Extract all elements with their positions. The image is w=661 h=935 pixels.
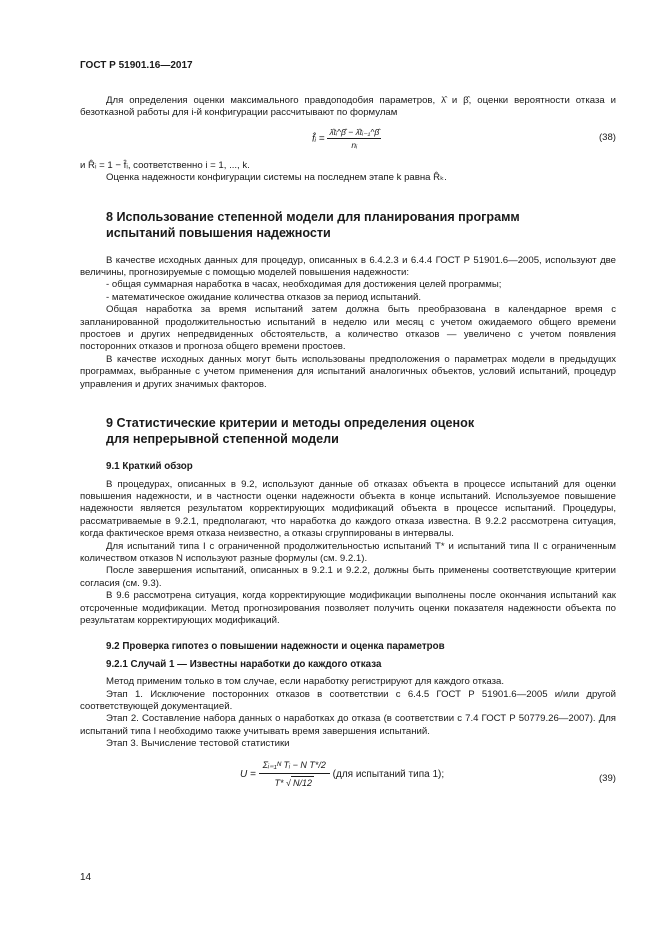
formula-39-sqrt: N/12: [292, 778, 312, 789]
subsection-9-2-1-title: 9.2.1 Случай 1 — Известны наработки до каждого отказа: [106, 658, 382, 670]
formula-39-body: [240, 759, 444, 790]
intro-paragraph: Для определения оценки максимального правдоподобия параметров, λ̂ и β̂, оценки вероятности отказа и безотказной работы для i-й конфигурации рассчитывают по формулам: [80, 95, 616, 119]
formula-39-number: (39): [598, 772, 616, 784]
section-8-bullet: - общая суммарная наработка в часах, необходимая для достижения целей программы;: [106, 279, 502, 291]
section-8-paragraph: Общая наработка за время испытаний затем должна быть преобразована в календарное время с запланированной продолжительностью испытаний в неделю или месяц с учетом ожидаемого общего времени простоев и других непредвиденных обстоятельств, а количество отказов — увеличено с учетом появления посторонних отказов и прогноза общего времени простоев.: [80, 304, 616, 353]
formula-38-numerator: λ̂tᵢ^β̂ − λ̂tᵢ₋₁^β̂: [327, 126, 381, 139]
sqrt-icon: √: [286, 778, 291, 789]
section-8-title-line1: 8 Использование степенной модели для планирования программ: [106, 209, 520, 224]
formula-39-lhs: U =: [240, 768, 256, 780]
formula-38-lhs: f̂ᵢ =: [312, 133, 325, 145]
subsection-9-2-title: 9.2 Проверка гипотез о повышении надежности и оценка параметров: [106, 641, 445, 653]
formula-38-fraction: [327, 126, 381, 152]
page-content: [80, 95, 616, 807]
subsection-9-1-title: 9.1 Краткий обзор: [106, 461, 193, 473]
subsection-9-1-paragraph: После завершения испытаний, описанных в 9.2.1 и 9.2.2, должны быть применены соответствующие критерии согласия (см. 9.3).: [80, 565, 616, 589]
subsection-9-2-1-paragraph: Этап 3. Вычисление тестовой статистики: [106, 738, 290, 750]
section-9-title-line2: для непрерывной степенной модели: [106, 432, 339, 447]
section-8-title-line2: испытаний повышения надежности: [106, 225, 331, 240]
formula-39-numerator: Σᵢ₌₁ᴺ Tᵢ − N T*/2: [259, 759, 330, 774]
intro-reliability-line: и R̂ᵢ = 1 − f̂ᵢ, соответственно i = 1, ..., k.: [80, 159, 250, 171]
intro-final-estimate: Оценка надежности конфигурации системы на последнем этапе k равна R̂ₖ.: [106, 172, 447, 184]
subsection-9-2-1-paragraph: Метод применим только в том случае, если наработку регистрируют для каждого отказа.: [106, 676, 504, 688]
section-9-title-line1: 9 Статистические критерии и методы определения оценок: [106, 416, 475, 431]
section-8-paragraph: В качестве исходных данных для процедур, описанных в 6.4.2.3 и 6.4.4 ГОСТ Р 51901.6—2005, используют две величины, прогнозируемые с помощью моделей повышения надежности:: [80, 254, 616, 279]
subsection-9-1-paragraph: В процедурах, описанных в 9.2, используют данные об отказах объекта в процессе испытаний для оценки повышения надежности, и в частности оценки надежности объекта в конце испытаний. Используемое повышение надежности является результатом корректирующих модификаций объекта в процессе испытаний. Процедуры, рассматриваемые в 9.2.1, предполагают, что наработка до каждого отказа известна. В 9.2.2 рассмотрена ситуация, когда фактическое время отказа неизвестно, а отказы сгруппированы в интервалы.: [80, 478, 616, 540]
section-8-paragraph: В качестве исходных данных могут быть использованы предположения о параметрах модели в предыдущих программах, выбранные с учетом применения для испытаний аналогичных объектов, условий испытаний, процедур управления и других значимых факторов.: [80, 353, 616, 390]
formula-39: [80, 751, 616, 807]
section-8-bullet: - математическое ожидание количества отказов за период испытаний.: [106, 291, 422, 303]
formula-38-number: (38): [598, 131, 616, 143]
formula-38-body: [312, 126, 381, 152]
subsection-9-2-1-paragraph: Этап 1. Исключение посторонних отказов в соответствии с 6.4.5 ГОСТ Р 51901.6—2005 и/или другой соответствующей документацией.: [80, 688, 616, 712]
formula-39-denominator: [259, 774, 330, 789]
formula-38-denominator: nᵢ: [351, 140, 358, 151]
formula-38: [80, 120, 616, 160]
subsection-9-2-1-paragraph: Этап 2. Составление набора данных о наработках до отказа (в соответствии с 7.4 ГОСТ Р 50779.26—2007). Для испытаний типа I необходимо также учитывать время завершения испытаний.: [80, 713, 616, 737]
subsection-9-1-paragraph: В 9.6 рассмотрена ситуация, когда корректирующие модификации выполнены после окончания испытаний как отсроченные модификации. Метод прогнозирования позволяет получить оценки показателя надежности объекта по результатам корректирующих модификаций.: [80, 590, 616, 626]
formula-39-fraction: [259, 759, 330, 790]
subsection-9-1-paragraph: Для испытаний типа I с ограниченной продолжительностью испытаний T* и испытаний типа II с ограниченным количеством отказов N используют разные формулы (см. 9.2.1).: [80, 540, 616, 564]
formula-39-note: (для испытаний типа 1);: [332, 768, 445, 780]
page-number: 14: [80, 872, 92, 883]
formula-39-denominator-t: T*: [274, 778, 284, 789]
standard-header: ГОСТ Р 51901.16—2017: [80, 60, 193, 71]
